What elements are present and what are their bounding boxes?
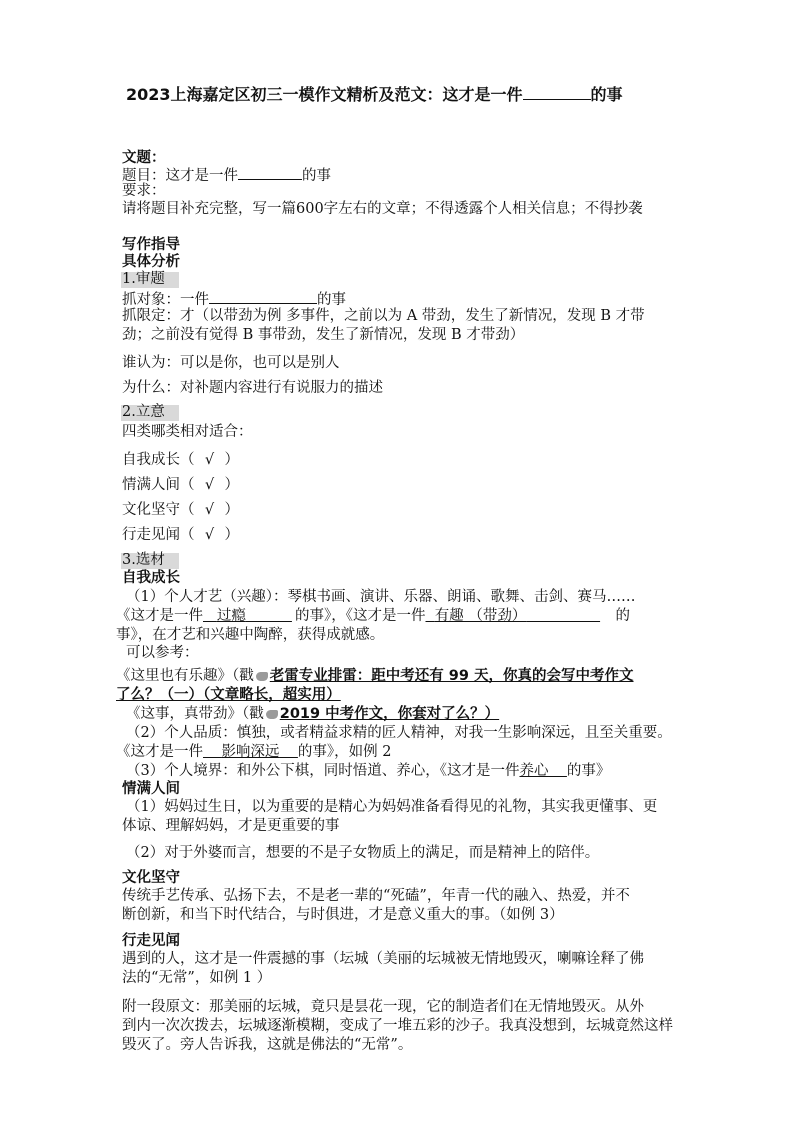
guide-heading: 写作指导 [122, 237, 180, 253]
text-segment: 的 [615, 608, 630, 624]
why-line: 为什么：对补题内容进行有说服力的描述 [122, 380, 383, 396]
topic-pre: 题目：这才是一件 [122, 168, 238, 184]
theme-self-growth [122, 452, 239, 469]
text-segment: 的事》 [566, 763, 611, 779]
fill-text: 过瘾 [216, 608, 246, 624]
reference-2-link[interactable]: 2019 中考作文，你套对了么？） [279, 706, 500, 722]
theme-close: ） [224, 452, 239, 468]
text-segment: （3）个人境界：和外公下棋，同时悟道、养心，《这才是一件 [126, 763, 520, 779]
fill-blank-yingxiang [203, 744, 298, 760]
grab-object-line [122, 290, 346, 309]
theme-label: 自我成长（ [122, 452, 195, 468]
analysis-heading: 具体分析 [122, 254, 180, 270]
text-segment: 的事》，如例 2 [297, 744, 392, 760]
topic-post: 的事 [302, 168, 331, 184]
travel-heading: 行走见闻 [122, 933, 180, 949]
prompt-requirements-text: 请将题目补充完整，写一篇600字左右的文章；不得透露个人相关信息；不得抄袭 [122, 201, 643, 217]
theme-travel [122, 527, 239, 544]
self-growth-item2-line1: （2）个人品质：慎独，或者精益求精的匠人精神，对我一生影响深远，且至关重要。 [126, 725, 672, 741]
culture-line2: 断创新，和当下时代结合，与时俱进，才是意义重大的事。（如例 3） [122, 907, 564, 923]
check-mark: √ [204, 502, 215, 518]
reference-1-link[interactable] [270, 668, 634, 684]
fill-text: 影响深远 [221, 744, 280, 760]
warm-item1-line1: （1）妈妈过生日，以为重要的是精心为妈妈准备看得见的礼物，其实我更懂事、更 [126, 799, 658, 815]
title-blank [523, 86, 591, 100]
self-growth-heading: 自我成长 [122, 570, 180, 586]
warm-world-heading: 情满人间 [122, 781, 180, 797]
grab-object-blank [209, 290, 317, 304]
grab-object-post: 的事 [317, 292, 346, 308]
self-growth-item2-line2 [116, 744, 391, 761]
check-mark: √ [204, 527, 215, 543]
four-types-line: 四类哪类相对适合： [122, 424, 253, 440]
theme-close: ） [224, 527, 239, 543]
link-text[interactable]: 老雷专业排雷：距中考还有 99 天，你真的会写中考作文 [269, 668, 634, 684]
self-growth-item3 [126, 763, 610, 780]
section-title-shenti: 1.审题 [122, 271, 165, 287]
text-segment: 《这事，真带劲》（戳 [126, 706, 264, 722]
grab-limit-line-1: 抓限定：才（以带劲为例 多事件，之前以为 A 带劲，发生了新情况，发现 B 才带 [122, 308, 645, 324]
self-growth-item1-line3: 事》，在才艺和兴趣中陶醉，获得成就感。 [116, 627, 385, 643]
theme-label: 情满人间（ [122, 477, 195, 493]
original-text-line3: 毁灭了。旁人告诉我，这就是佛法的“无常”。 [122, 1037, 413, 1053]
check-mark: √ [204, 452, 215, 468]
text-segment: 《这里也有乐趣》（戳 [116, 668, 254, 684]
reference-1-line1 [116, 668, 634, 685]
reference-1-line2[interactable]: 了么？（一）（文章略长，超实用） [116, 687, 341, 703]
warm-item2: （2）对于外婆而言，想要的不是子女物质上的满足，而是精神上的陪伴。 [126, 845, 600, 861]
text-segment: 的事》，《这才是一件 [295, 608, 426, 624]
text-segment: 《这才是一件 [116, 608, 203, 624]
grab-limit-line-2: 劲；之前没有觉得 B 事带劲，发生了新情况，发现 B 才带劲） [122, 327, 525, 343]
original-text-line2: 到内一次次拨去，坛城逐渐模糊，变成了一堆五彩的沙子。我真没想到，坛城竟然这样 [122, 1018, 673, 1034]
warm-item1-line2: 体谅、理解妈妈，才是更重要的事 [122, 818, 340, 834]
fill-blank-yangxin [519, 763, 566, 779]
title-text-pre: 2023上海嘉定区初三一模作文精析及范文：这才是一件 [126, 85, 523, 104]
check-mark: √ [204, 477, 215, 493]
pointing-hand-icon [256, 672, 268, 681]
fill-text: 有趣 （带劲） [434, 608, 527, 624]
theme-culture [122, 502, 239, 519]
reference-2-line [126, 706, 499, 723]
self-growth-item1-line1: （1）个人才艺（兴趣）：琴棋书画、演讲、乐器、朗诵、歌舞、击剑、赛马…… [126, 589, 636, 605]
travel-line1: 遇到的人，这才是一件震撼的事（坛城（美丽的坛城被无情地毁灭，喇嘛诠释了佛 [122, 951, 644, 967]
fill-blank-guoyin [203, 608, 295, 625]
theme-warm-world [122, 477, 239, 494]
text-segment: 《这才是一件 [116, 744, 203, 760]
fill-blank-youqu [426, 608, 616, 625]
document-title [126, 86, 623, 103]
grab-object-pre: 抓对象：一件 [122, 292, 209, 308]
theme-label: 文化坚守（ [122, 502, 195, 518]
original-text-line1: 附一段原文：那美丽的坛城，竟只是昙花一现，它的制造者们在无情地毁灭。从外 [122, 999, 644, 1015]
prompt-heading: 文题： [122, 150, 166, 166]
section-title-liyi: 2.立意 [122, 404, 165, 420]
title-text-post: 的事 [590, 85, 623, 104]
topic-blank [238, 166, 302, 180]
section-title-xuancai: 3.选材 [122, 552, 165, 568]
self-growth-item1-line2 [116, 608, 630, 625]
theme-close: ） [224, 502, 239, 518]
culture-line1: 传统手艺传承、弘扬下去，不是老一辈的“死磕”，年青一代的融入、热爱，并不 [122, 888, 630, 904]
theme-label: 行走见闻（ [122, 527, 195, 543]
prompt-requirements-label: 要求： [122, 183, 166, 199]
fill-text: 养心 [519, 763, 549, 779]
culture-heading: 文化坚守 [122, 870, 180, 886]
theme-close: ） [224, 477, 239, 493]
who-line: 谁认为：可以是你，也可以是别人 [122, 355, 340, 371]
pointing-hand-icon [266, 710, 278, 719]
reference-label: 可以参考： [126, 645, 199, 661]
travel-line2: 法的“无常”，如例 1 ） [122, 970, 272, 986]
